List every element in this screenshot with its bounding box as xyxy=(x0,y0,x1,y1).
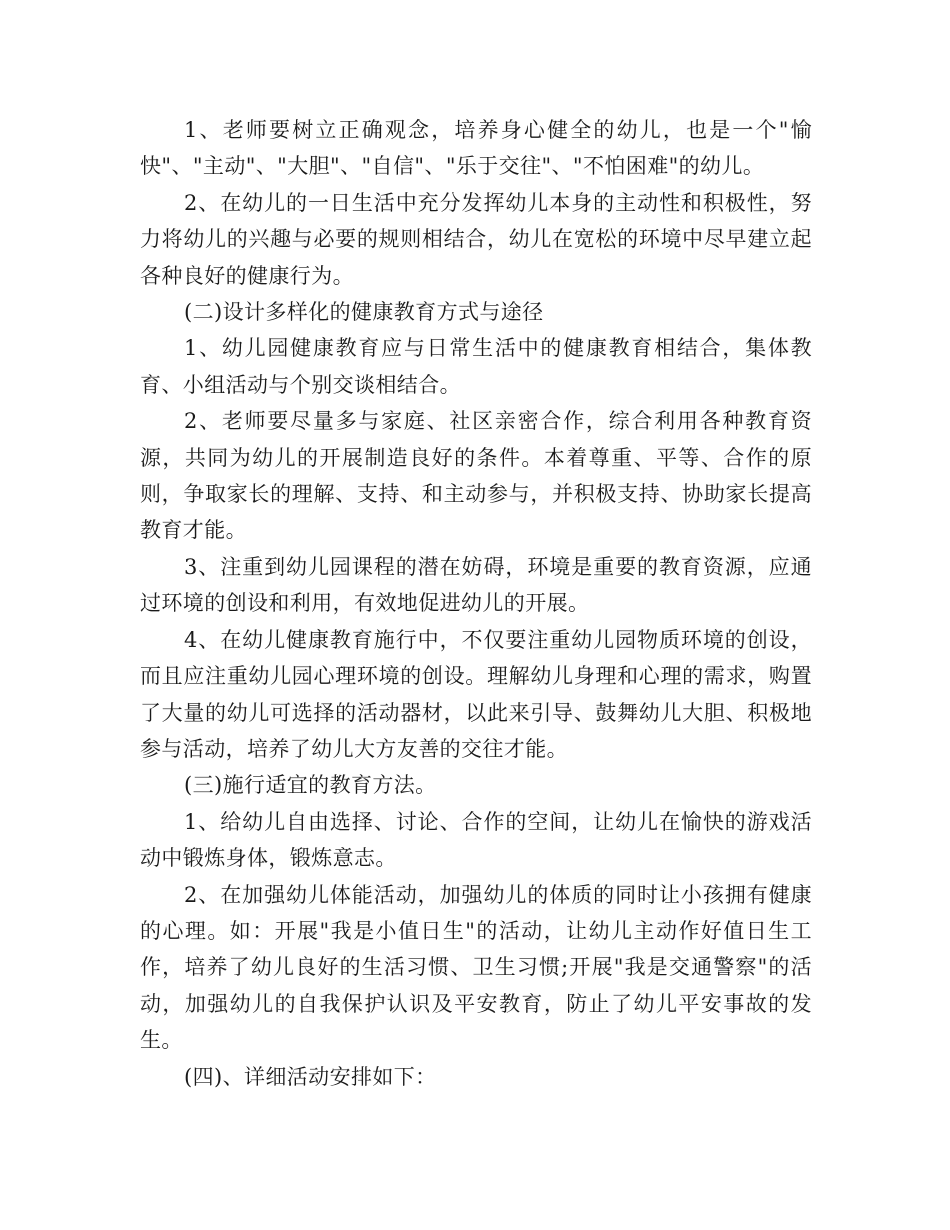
paragraph-6: 4、在幼儿健康教育施行中，不仅要注重幼儿园物质环境的创设，而且应注重幼儿园心理环境的创设。理解幼儿身理和心理的需求，购置了大量的幼儿可选择的活动器材，以此来引导、鼓舞幼儿大胆、积极地参与活动，培养了幼儿大方友善的交往才能。 xyxy=(140,627,812,761)
section-heading-2: (二)设计多样化的健康教育方式与途径 xyxy=(184,300,544,325)
paragraph-7: 1、给幼儿自由选择、讨论、合作的空间，让幼儿在愉快的游戏活动中锻炼身体，锻炼意志。 xyxy=(140,809,812,871)
paragraph-4: 2、老师要尽量多与家庭、社区亲密合作，综合利用各种教育资源，共同为幼儿的开展制造良好的条件。本着尊重、平等、合作的原则，争取家长的理解、支持、和主动参与，并积极支持、协助家长提高教育才能。 xyxy=(140,409,812,543)
section-heading-3: (三)施行适宜的教育方法。 xyxy=(184,773,437,798)
document-body xyxy=(140,112,812,1095)
paragraph-5: 3、注重到幼儿园课程的潜在妨碍，环境是重要的教育资源，应通过环境的创设和利用，有效地促进幼儿的开展。 xyxy=(140,554,812,616)
paragraph-3: 1、幼儿园健康教育应与日常生活中的健康教育相结合，集体教育、小组活动与个别交谈相结合。 xyxy=(140,336,812,397)
paragraph-1: 1、老师要树立正确观念，培养身心健全的幼儿，也是一个"愉快"、"主动"、"大胆"、"自信"、"乐于交往"、"不怕困难"的幼儿。 xyxy=(140,118,812,179)
section-heading-4: (四)、详细活动安排如下： xyxy=(184,1064,437,1089)
paragraph-2: 2、在幼儿的一日生活中充分发挥幼儿本身的主动性和积极性，努力将幼儿的兴趣与必要的规则相结合，幼儿在宽松的环境中尽早建立起各种良好的健康行为。 xyxy=(140,190,812,288)
paragraph-8: 2、在加强幼儿体能活动，加强幼儿的体质的同时让小孩拥有健康的心理。如：开展"我是小值日生"的活动，让幼儿主动作好值日生工作，培养了幼儿良好的生活习惯、卫生习惯;开展"我是交通警察"的活动，加强幼儿的自我保护认识及平安教育，防止了幼儿平安事故的发生。 xyxy=(140,882,812,1053)
